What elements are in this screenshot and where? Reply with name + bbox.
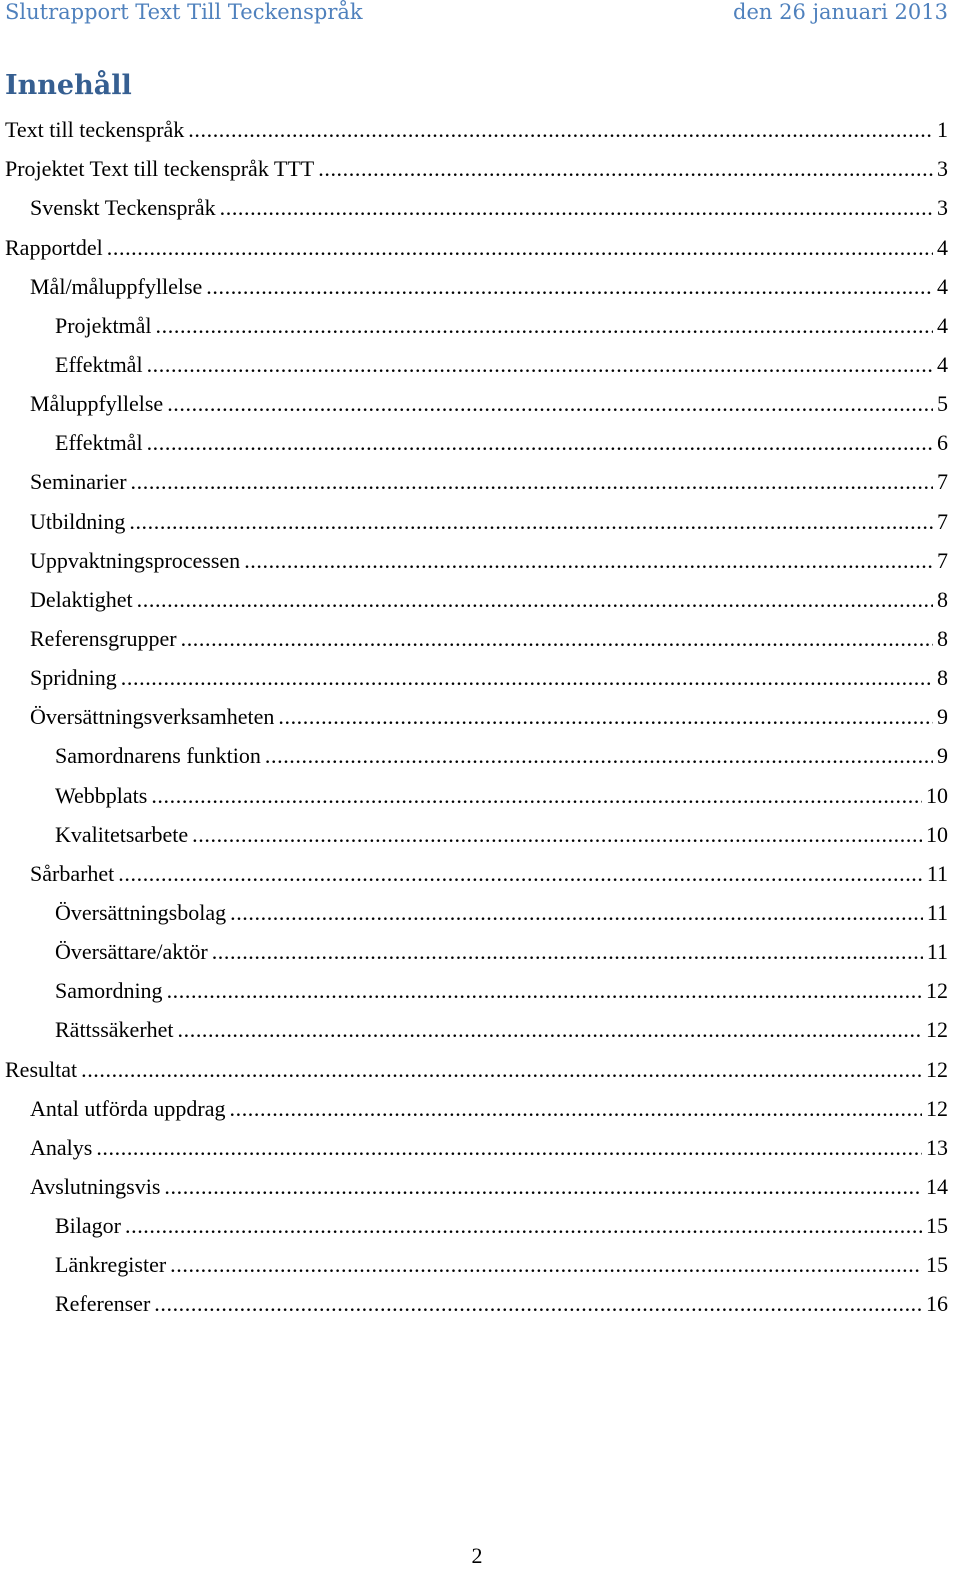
- toc-dot-leader: [118, 861, 923, 887]
- toc-dot-leader: [147, 430, 933, 456]
- toc-entry[interactable]: [5, 456, 948, 495]
- toc-dot-leader: [220, 195, 933, 221]
- toc-entry[interactable]: [5, 182, 948, 221]
- toc-entry-title: Länkregister: [55, 1252, 167, 1278]
- toc-entry-title: Projektet Text till teckenspråk TTT: [5, 156, 315, 182]
- toc-entry-page-number: 9: [937, 743, 948, 769]
- toc-entry-page-number: 8: [937, 665, 948, 691]
- toc-dot-leader: [131, 469, 933, 495]
- toc-entry-page-number: 10: [926, 782, 948, 808]
- toc-entry-page-number: 16: [926, 1291, 948, 1317]
- toc-entry-page-number: 5: [937, 391, 948, 417]
- toc-entry[interactable]: [5, 221, 948, 260]
- toc-dot-leader: [318, 156, 933, 182]
- toc-entry-page-number: 6: [937, 430, 948, 456]
- toc-entry[interactable]: [5, 143, 948, 182]
- toc-entry-page-number: 4: [937, 351, 948, 377]
- document-title: Slutrapport Text Till Teckenspråk: [5, 0, 363, 24]
- toc-entry-page-number: 12: [926, 1095, 948, 1121]
- toc-entry-title: Delaktighet: [30, 586, 133, 612]
- toc-entry[interactable]: [5, 926, 948, 965]
- toc-entry[interactable]: [5, 535, 948, 574]
- toc-entry[interactable]: [5, 691, 948, 730]
- toc-dot-leader: [181, 626, 933, 652]
- toc-entry-page-number: 7: [937, 508, 948, 534]
- toc-entry[interactable]: [5, 495, 948, 534]
- page-number: 2: [471, 1543, 483, 1568]
- toc-entry-title: Utbildning: [30, 508, 126, 534]
- toc-entry-title: Måluppfyllelse: [30, 391, 164, 417]
- toc-dot-leader: [151, 783, 922, 809]
- toc-entry-page-number: 12: [926, 1056, 948, 1082]
- toc-entry[interactable]: [5, 339, 948, 378]
- toc-entry[interactable]: [5, 1278, 948, 1317]
- toc-entry-title: Referenser: [55, 1291, 151, 1317]
- toc-dot-leader: [192, 822, 922, 848]
- toc-entry[interactable]: [5, 1004, 948, 1043]
- toc-entry[interactable]: [5, 104, 948, 143]
- toc-entry-page-number: 15: [926, 1213, 948, 1239]
- toc-entry-title: Projektmål: [55, 312, 152, 338]
- toc-entry[interactable]: [5, 613, 948, 652]
- toc-dot-leader: [230, 1096, 923, 1122]
- toc-entry[interactable]: [5, 261, 948, 300]
- toc-entry-page-number: 3: [937, 195, 948, 221]
- toc-entry[interactable]: [5, 965, 948, 1004]
- toc-dot-leader: [178, 1017, 922, 1043]
- toc-entry-page-number: 7: [937, 469, 948, 495]
- page-header: [5, 0, 948, 28]
- toc-entry-page-number: 4: [937, 312, 948, 338]
- toc-dot-leader: [278, 704, 933, 730]
- toc-entry-page-number: 12: [926, 978, 948, 1004]
- toc-entry-title: Resultat: [5, 1056, 78, 1082]
- toc-entry-page-number: 7: [937, 547, 948, 573]
- toc-entry[interactable]: [5, 887, 948, 926]
- toc-entry-title: Översättningsverksamheten: [30, 704, 275, 730]
- toc-entry[interactable]: [5, 848, 948, 887]
- toc-entry-title: Rapportdel: [5, 234, 103, 260]
- toc-dot-leader: [154, 1291, 922, 1317]
- toc-entry-title: Bilagor: [55, 1213, 121, 1239]
- toc-entry-page-number: 11: [926, 860, 948, 886]
- toc-entry-title: Analys: [30, 1134, 93, 1160]
- toc-entry[interactable]: [5, 730, 948, 769]
- toc-entry[interactable]: [5, 300, 948, 339]
- toc-entry-title: Samordnarens funktion: [55, 743, 261, 769]
- toc-entry[interactable]: [5, 769, 948, 808]
- toc-dot-leader: [188, 117, 933, 143]
- toc-entry-page-number: 14: [926, 1173, 948, 1199]
- toc-entry-title: Svenskt Teckenspråk: [30, 195, 216, 221]
- toc-entry[interactable]: [5, 1122, 948, 1161]
- toc-entry-title: Översättare/aktör: [55, 939, 208, 965]
- toc-entry[interactable]: [5, 652, 948, 691]
- toc-entry-title: Effektmål: [55, 351, 143, 377]
- toc-entry-title: Antal utförda uppdrag: [30, 1095, 226, 1121]
- toc-entry-title: Sårbarhet: [30, 860, 115, 886]
- toc-entry-title: Samordning: [55, 978, 163, 1004]
- toc-dot-leader: [170, 1252, 922, 1278]
- toc-dot-leader: [129, 509, 933, 535]
- toc-dot-leader: [107, 235, 933, 261]
- toc-entry-page-number: 11: [926, 899, 948, 925]
- toc-entry-title: Rättssäkerhet: [55, 1017, 174, 1043]
- toc-entry[interactable]: [5, 378, 948, 417]
- toc-heading: Innehåll: [5, 70, 132, 101]
- toc-dot-leader: [96, 1135, 922, 1161]
- toc-entry-page-number: 13: [926, 1134, 948, 1160]
- toc-entry-page-number: 1: [937, 117, 948, 143]
- toc-entry-title: Effektmål: [55, 430, 143, 456]
- toc-entry-title: Seminarier: [30, 469, 127, 495]
- toc-dot-leader: [81, 1057, 922, 1083]
- toc-entry-page-number: 3: [937, 156, 948, 182]
- toc-dot-leader: [230, 900, 923, 926]
- table-of-contents: [5, 104, 948, 1317]
- toc-entry-title: Mål/måluppfyllelse: [30, 273, 203, 299]
- toc-entry-title: Uppvaktningsprocessen: [30, 547, 241, 573]
- toc-entry-page-number: 11: [926, 939, 948, 965]
- toc-entry-page-number: 15: [926, 1252, 948, 1278]
- toc-entry[interactable]: [5, 417, 948, 456]
- toc-entry-page-number: 10: [926, 821, 948, 847]
- toc-entry-title: Avslutningsvis: [30, 1173, 161, 1199]
- toc-dot-leader: [212, 939, 923, 965]
- toc-dot-leader: [147, 352, 933, 378]
- toc-entry[interactable]: [5, 809, 948, 848]
- toc-entry-page-number: 8: [937, 586, 948, 612]
- toc-entry-title: Text till teckenspråk: [5, 117, 185, 143]
- toc-entry[interactable]: [5, 1161, 948, 1200]
- toc-dot-leader: [167, 978, 922, 1004]
- document-date: den 26 januari 2013: [733, 0, 948, 24]
- toc-entry-page-number: 9: [937, 704, 948, 730]
- toc-dot-leader: [206, 274, 933, 300]
- toc-entry[interactable]: [5, 1200, 948, 1239]
- toc-dot-leader: [125, 1213, 922, 1239]
- toc-dot-leader: [164, 1174, 922, 1200]
- toc-dot-leader: [121, 665, 933, 691]
- toc-entry-title: Kvalitetsarbete: [55, 821, 189, 847]
- toc-entry[interactable]: [5, 574, 948, 613]
- toc-entry[interactable]: [5, 1083, 948, 1122]
- toc-dot-leader: [167, 391, 933, 417]
- toc-entry-page-number: 4: [937, 273, 948, 299]
- toc-dot-leader: [265, 743, 933, 769]
- toc-entry[interactable]: [5, 1043, 948, 1082]
- toc-dot-leader: [244, 548, 933, 574]
- toc-entry[interactable]: [5, 1239, 948, 1278]
- toc-entry-title: Spridning: [30, 665, 117, 691]
- toc-entry-page-number: 8: [937, 625, 948, 651]
- toc-dot-leader: [137, 587, 933, 613]
- toc-dot-leader: [156, 313, 933, 339]
- toc-entry-title: Översättningsbolag: [55, 899, 227, 925]
- toc-entry-title: Referensgrupper: [30, 625, 177, 651]
- toc-entry-title: Webbplats: [55, 782, 148, 808]
- toc-entry-page-number: 4: [937, 234, 948, 260]
- toc-entry-page-number: 12: [926, 1017, 948, 1043]
